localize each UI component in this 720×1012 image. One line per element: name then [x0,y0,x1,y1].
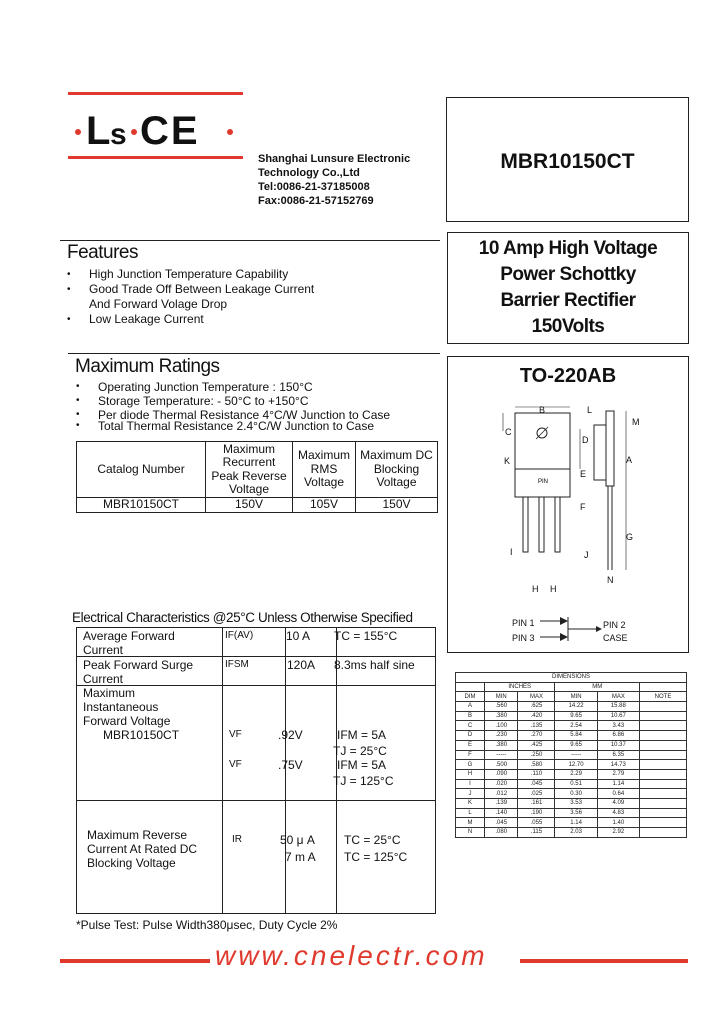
dim-row [456,828,687,838]
dim-cell: H [456,769,485,779]
dim-cell: 6.86 [597,731,639,741]
rating-item: • Per diode Thermal Resistance 4°C/W Junction to Case [76,408,390,422]
dim-label-f: F [580,502,586,512]
dim-cell [640,702,687,712]
dim-row [456,721,687,731]
dim-inches-header: INCHES [485,682,555,692]
package-name: TO-220AB [519,365,617,387]
dim-cell: M [456,818,485,828]
dim-cell [640,740,687,750]
dim-cell [640,750,687,760]
param-forward-voltage: Maximum Instantaneous Forward Voltage [83,686,171,728]
dim-cell: .139 [485,798,518,808]
logo-top-bar [68,92,243,95]
dim-cell: .100 [485,721,518,731]
dim-cell: .380 [485,740,518,750]
dim-cell [640,828,687,838]
dim-cell: F [456,750,485,760]
rating-item: • Total Thermal Resistance 2.4°C/W Junction to Case [76,419,390,433]
symbol-ir: IR [232,834,242,845]
dim-cell: 14.22 [555,702,597,712]
dim-cell [640,760,687,770]
dim-row [456,818,687,828]
dim-mm-header: MM [555,682,640,692]
dimensions-table [455,672,687,838]
dim-cell: .135 [518,721,555,731]
dim-cell [640,808,687,818]
dim-cell: 1.40 [597,818,639,828]
param-avg-forward-current: Average Forward Current [83,629,175,657]
feature-item: • High Junction Temperature Capability [67,267,314,282]
pin3-label: PIN 3 [512,633,535,643]
dim-cell: .625 [518,702,555,712]
dim-cell: C [456,721,485,731]
dim-cell: 9.65 [555,740,597,750]
pulse-test-footnote: *Pulse Test: Pulse Width380μsec, Duty Cycle 2% [76,918,338,932]
cond-vf-1a: IFM = 5A [337,728,387,742]
dim-label-e: E [580,469,587,479]
dim-col-max-in: MAX [518,692,555,702]
dim-row [456,779,687,789]
dim-cell: 6.35 [597,750,639,760]
dim-cell: K [456,798,485,808]
part-number-box [446,97,689,222]
dim-row [456,740,687,750]
dim-cell: N [456,828,485,838]
max-ratings-list [76,380,390,433]
dim-col-dim: DIM [456,692,485,702]
features-heading: Features [67,242,138,263]
max-ratings-rule [68,353,440,354]
dim-col-max-mm: MAX [597,692,639,702]
dim-cell: B [456,711,485,721]
dim-cell: A [456,702,485,712]
dim-cell: .420 [518,711,555,721]
dim-cell: .425 [518,740,555,750]
dim-cell [640,798,687,808]
product-title-box [447,232,689,344]
dim-label-h2: H [550,584,557,594]
dim-row [456,789,687,799]
dim-cell: ----- [485,750,518,760]
dim-row [456,731,687,741]
case-label: CASE [603,633,628,643]
dim-title: DIMENSIONS [456,673,687,683]
dim-cell: 15.88 [597,702,639,712]
cond-vf-1b: TJ = 25°C [333,744,387,758]
company-name-line2: Technology Co.,Ltd [258,167,360,179]
dim-cell: I [456,779,485,789]
dim-cell: .161 [518,798,555,808]
footer-right-bar [520,959,688,963]
dim-cell: D [456,731,485,741]
company-fax: Fax:0086-21-57152769 [258,195,374,207]
dim-row [456,769,687,779]
dim-cell: .055 [518,818,555,828]
symbol-vf-2: VF [229,759,242,770]
lsce-logo-mark [70,100,245,158]
dim-cell [640,789,687,799]
dim-row [456,760,687,770]
dim-cell: G [456,760,485,770]
rating-item: • Storage Temperature: - 50°C to +150°C [76,394,390,408]
features-rule [60,240,440,241]
title-line3: Barrier Rectifier [500,290,636,311]
dim-cell: .080 [485,828,518,838]
cond-tc: TC = 155°C [334,629,398,643]
features-list [67,267,314,327]
symbol-ifsm: IFSM [225,659,249,670]
dim-label-b: B [539,405,546,415]
cell-vdc: 150V [356,498,438,513]
dim-cell: 2.03 [555,828,597,838]
dim-label-l: L [587,405,593,415]
dim-col-min-mm: MIN [555,692,597,702]
dim-label-i: I [510,547,513,557]
feature-item: • Low Leakage Current [67,312,314,327]
dim-cell: 1.14 [555,818,597,828]
value-vf-2: .75V [278,758,303,772]
svg-text:L: L [86,109,113,153]
dim-cell: 4.83 [597,808,639,818]
dim-cell: .012 [485,789,518,799]
dim-row [456,750,687,760]
dim-label-n: N [607,575,614,585]
dim-cell [640,721,687,731]
dim-cell [640,779,687,789]
cell-vrms: 105V [293,498,356,513]
dim-cell: .500 [485,760,518,770]
dim-cell: 2.92 [597,828,639,838]
cond-vf-2b: TJ = 125°C [333,774,394,788]
dim-cell: .560 [485,702,518,712]
dim-cell: .045 [518,779,555,789]
website-link[interactable]: www.cnelectr.com [215,940,488,971]
col-dc-blocking-voltage: Maximum DC Blocking Voltage [356,442,438,498]
col-catalog-number: Catalog Number [77,442,206,498]
company-name-line1: Shanghai Lunsure Electronic [258,153,411,165]
dim-row [456,808,687,818]
col-peak-reverse-voltage: Maximum Recurrent Peak Reverse Voltage [206,442,293,498]
dim-col-min-in: MIN [485,692,518,702]
title-line2: Power Schottky [500,264,636,285]
symbol-vf-1: VF [229,729,242,740]
dim-cell: .045 [485,818,518,828]
svg-text:PIN: PIN [538,479,549,485]
svg-text:CE: CE [140,109,200,153]
dim-cell: 0.51 [555,779,597,789]
dim-cell: E [456,740,485,750]
cell-catalog: MBR10150CT [77,498,206,513]
dim-cell: .025 [518,789,555,799]
dim-cell: 2.29 [555,769,597,779]
dim-cell: .110 [518,769,555,779]
company-info [258,152,410,208]
pin1-label: PIN 1 [512,618,535,628]
electrical-table [76,627,436,914]
dim-cell [640,769,687,779]
dim-cell: .090 [485,769,518,779]
dim-cell: 1.14 [597,779,639,789]
dim-cell: ----- [555,750,597,760]
dim-cell: 3.56 [555,808,597,818]
dim-label-k: K [504,456,511,466]
symbol-if-av: IF(AV) [225,630,254,641]
dim-label-d: D [582,435,589,445]
cond-vf-2a: IFM = 5A [337,758,387,772]
dim-cell: 10.67 [597,711,639,721]
title-line1: 10 Amp High Voltage [478,238,658,259]
company-logo [70,100,245,158]
dim-label-j: J [584,550,589,560]
param-peak-surge: Peak Forward Surge Current [83,658,194,686]
value-ir-2: 7 m A [285,850,316,864]
pin2-label: PIN 2 [603,620,626,630]
dim-cell: .270 [518,731,555,741]
dim-label-h1: H [532,584,539,594]
dim-cell: J [456,789,485,799]
svg-text:s: s [110,118,129,151]
dim-cell: 3.43 [597,721,639,731]
dim-cell: 14.73 [597,760,639,770]
dim-col-note: NOTE [640,692,687,702]
cond-ifsm: 8.3ms half sine [334,658,415,672]
dim-cell [640,818,687,828]
electrical-heading: Electrical Characteristics @25°C Unless Otherwise Specified [72,610,413,625]
dim-cell: .020 [485,779,518,789]
dim-cell: .380 [485,711,518,721]
dim-cell: 2.79 [597,769,639,779]
dim-cell: 10.37 [597,740,639,750]
dim-cell: .230 [485,731,518,741]
max-ratings-table [76,441,438,513]
dim-cell: 4.09 [597,798,639,808]
cond-ir-1: TC = 25°C [344,833,401,847]
value-vf-1: .92V [278,728,303,742]
cond-ir-2: TC = 125°C [344,850,408,864]
footer-left-bar [60,959,210,963]
title-line4: 150Volts [531,316,605,337]
package-outline-drawing [498,405,683,580]
value-ir-1: 50 μ A [280,833,315,847]
pin-schematic-diode-icon [540,615,602,643]
cell-vrrm: 150V [206,498,293,513]
dim-cell: .115 [518,828,555,838]
company-tel: Tel:0086-21-37185008 [258,181,370,193]
dim-row [456,711,687,721]
dim-cell: .140 [485,808,518,818]
max-ratings-heading: Maximum Ratings [75,356,220,377]
part-vf: MBR10150CT [103,728,180,742]
dim-cell: 12.70 [555,760,597,770]
dim-cell: 0.64 [597,789,639,799]
dim-row [456,702,687,712]
rating-item: • Operating Junction Temperature : 150°C [76,380,390,394]
feature-item-continuation: And Forward Volage Drop [89,297,228,311]
dim-cell: .580 [518,760,555,770]
dim-cell: L [456,808,485,818]
package-box [447,356,689,653]
dim-cell: 0.30 [555,789,597,799]
dim-cell: 2.54 [555,721,597,731]
value-ifsm: 120A [287,658,316,672]
dim-cell: 9.65 [555,711,597,721]
dim-cell: 5.84 [555,731,597,741]
dim-cell [640,731,687,741]
dim-cell: .190 [518,808,555,818]
feature-item: • Good Trade Off Between Leakage Current [67,282,314,297]
param-reverse-current: Maximum Reverse Current At Rated DC Blocking Voltage [87,828,198,870]
dim-cell: 3.53 [555,798,597,808]
dim-label-c: C [505,427,512,437]
dim-label-m: M [632,417,640,427]
dim-cell: .250 [518,750,555,760]
col-rms-voltage: Maximum RMS Voltage [293,442,356,498]
value-if-av: 10 A [286,629,311,643]
dim-row [456,798,687,808]
dim-label-a: A [626,455,633,465]
part-number: MBR10150CT [500,150,635,173]
dim-label-g: G [626,532,634,542]
dim-body [456,702,687,838]
dim-cell [640,711,687,721]
